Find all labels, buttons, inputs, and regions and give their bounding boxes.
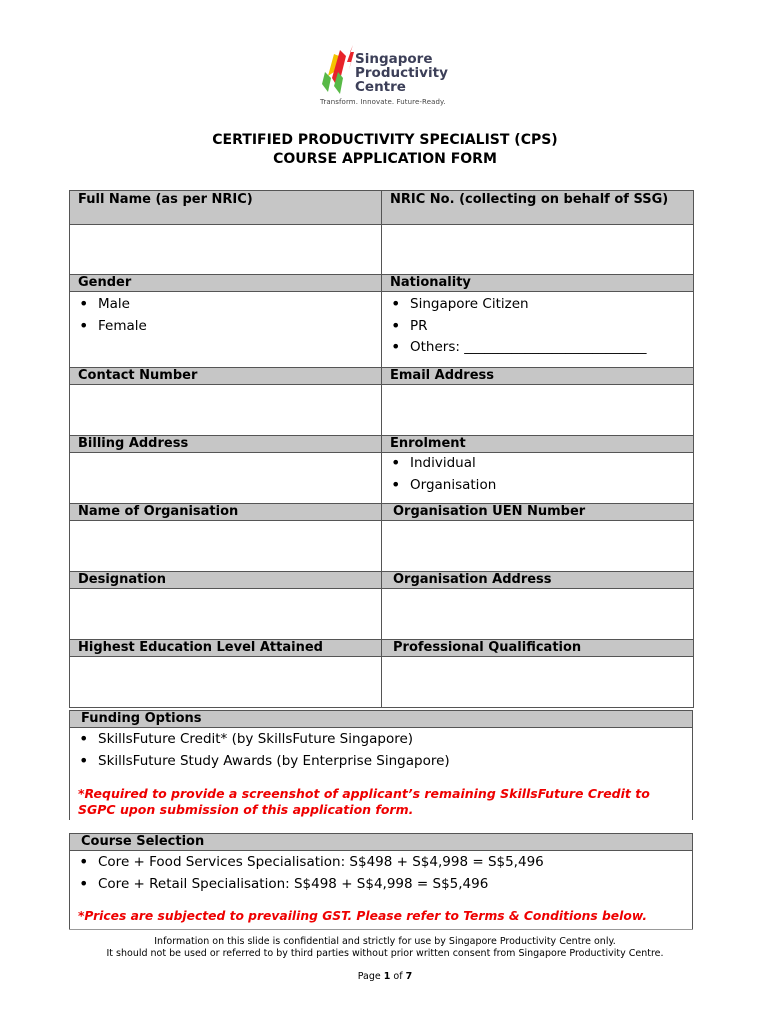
funding-options-header: Funding Options [70,711,693,728]
email-label: Email Address [382,368,694,385]
gender-option-male[interactable]: • Male [78,294,373,316]
gst-note: *Prices are subjected to prevailing GST. Please refer to Terms & Conditions below. [78,909,648,923]
course-option-retail[interactable]: • Core + Retail Specialisation: S$498 + S$4,998 = S$5,496 [78,874,684,896]
nric-label: NRIC No. (collecting on behalf of SSG) [382,191,694,225]
nationality-option-citizen[interactable]: • Singapore Citizen [390,294,685,316]
nric-input[interactable] [382,225,694,275]
application-form-table [69,190,694,708]
uen-input[interactable] [382,521,694,572]
enrolment-option-individual[interactable]: • Individual [390,453,685,475]
enrolment-option-organisation[interactable]: • Organisation [390,475,685,497]
org-name-label: Name of Organisation [70,504,382,521]
enrolment-label: Enrolment [382,436,694,453]
funding-options-table [69,710,693,820]
full-name-input[interactable] [70,225,382,275]
footer-confidential-line2: It should not be used or referred to by third parties without prior written consent from Singapore Productivity Centre. [106,948,664,959]
page-number: Page 1 of 7 [357,971,413,982]
nationality-label: Nationality [382,275,694,292]
gender-option-female[interactable]: • Female [78,316,373,338]
qualification-input[interactable] [382,657,694,708]
designation-label: Designation [70,572,382,589]
education-input[interactable] [70,657,382,708]
form-title-line2: COURSE APPLICATION FORM [273,151,497,167]
contact-input[interactable] [70,385,382,436]
funding-options-body [70,728,693,820]
qualification-label: Professional Qualification [382,640,694,657]
funding-option-study-awards[interactable]: • SkillsFuture Study Awards (by Enterprise Singapore) [78,751,684,773]
full-name-label: Full Name (as per NRIC) [70,191,382,225]
footer-divider [69,929,693,930]
org-address-label: Organisation Address [382,572,694,589]
nationality-options [382,292,694,368]
org-name-input[interactable] [70,521,382,572]
uen-label: Organisation UEN Number [382,504,694,521]
footer-confidential-line1: Information on this slide is confidential and strictly for use by Singapore Productivity Centre only. [154,936,616,947]
logo-tagline: Transform. Innovate. Future-Ready. [320,98,446,106]
funding-required-note: *Required to provide a screenshot of applicant’s remaining SkillsFuture Credit to SGPC upon submission of this application form. [78,786,650,817]
nationality-option-others[interactable]: • Others: ___________________________ [390,337,685,359]
course-option-food-services[interactable]: • Core + Food Services Specialisation: S$498 + S$4,998 = S$5,496 [78,852,684,874]
designation-input[interactable] [70,589,382,640]
org-address-input[interactable] [382,589,694,640]
contact-label: Contact Number [70,368,382,385]
enrolment-options [382,453,694,504]
course-selection-header: Course Selection [70,834,693,851]
course-selection-table [69,833,693,930]
nationality-option-pr[interactable]: • PR [390,316,685,338]
form-title-line1: CERTIFIED PRODUCTIVITY SPECIALIST (CPS) [212,132,558,148]
billing-address-label: Billing Address [70,436,382,453]
email-input[interactable] [382,385,694,436]
funding-option-skillsfuture-credit[interactable]: • SkillsFuture Credit* (by SkillsFuture Singapore) [78,729,684,751]
course-selection-body [70,851,693,930]
education-label: Highest Education Level Attained [70,640,382,657]
billing-address-input[interactable] [70,453,382,504]
gender-label: Gender [70,275,382,292]
logo-wordmark: Singapore Productivity Centre [355,51,448,95]
gender-options [70,292,382,368]
